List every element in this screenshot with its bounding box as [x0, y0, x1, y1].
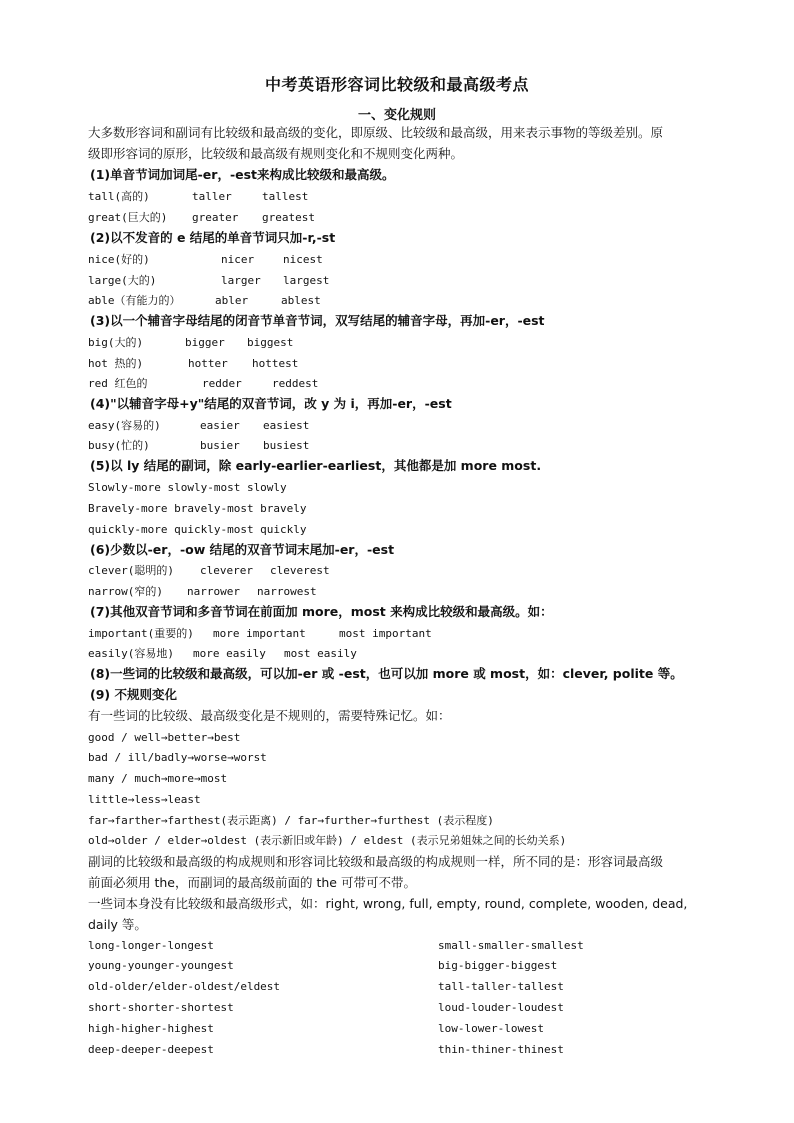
rule-3-heading: (3)以一个辅音字母结尾的闭音节单音节词，双写结尾的辅音字母，再加-er，-est — [90, 313, 545, 328]
word-table-right-cell: loud-louder-loudest — [438, 1001, 564, 1014]
word-table-left-cell: deep-deeper-deepest — [88, 1043, 214, 1056]
word-table-right-cell: small-smaller-smallest — [438, 939, 584, 952]
rule-4-example: busy(忙的) busier busiest — [88, 439, 310, 452]
rule-1-example: great(巨大的) greater greatest — [88, 211, 315, 224]
rule-2-example: able（有能力的） abler ablest — [88, 294, 321, 307]
section-heading: 一、变化规则 — [357, 108, 436, 123]
intro-line-1: 大多数形容词和副词有比较级和最高级的变化，即原级、比较级和最高级，用来表示事物的等级差别。原 — [88, 125, 664, 140]
rule-1-heading: (1)单音节词加词尾-er，-est来构成比较级和最高级。 — [90, 167, 395, 182]
rule-9-note: 有一些词的比较级、最高级变化是不规则的，需要特殊记忆。如： — [88, 708, 451, 723]
rule-5-heading: (5)以 ly 结尾的副词，除 early-earlier-earliest，其他都是加 more most. — [90, 458, 542, 473]
rule-5-example: quickly-more quickly-most quickly — [88, 523, 307, 536]
rule-6-example: clever(聪明的) cleverer cleverest — [88, 564, 330, 577]
irregular-example: far→farther→farthest(表示距离) / far→further→furthest (表示程度) — [88, 814, 494, 827]
rule-9-heading: (9) 不规则变化 — [90, 687, 177, 702]
rule-5-example: Slowly-more slowly-most slowly — [88, 481, 287, 494]
rule-4-example: easy(容易的) easier easiest — [88, 419, 310, 432]
rule-2-example: nice(好的) nicer nicest — [88, 253, 323, 266]
rule-7-heading: (7)其他双音节词和多音节词在前面加 more，most 来构成比较级和最高级。如： — [90, 604, 553, 619]
rule-6-heading: (6)少数以-er，-ow 结尾的双音节词末尾加-er，-est — [90, 542, 395, 557]
rule-5-example: Bravely-more bravely-most bravely — [88, 502, 307, 515]
no-degree-note-line-1: 一些词本身没有比较级和最高级形式，如：right, wrong, full, empty, round, complete, wooden, dead, — [88, 896, 688, 911]
word-table-right-cell: big-bigger-biggest — [438, 959, 558, 972]
rule-7-example: important(重要的) more important most important — [88, 627, 432, 640]
adverb-note-line-2: 前面必须用 the，而副词的最高级前面的 the 可带可不带。 — [88, 875, 416, 890]
word-table-left-cell: short-shorter-shortest — [88, 1001, 234, 1014]
rule-6-example: narrow(窄的) narrower narrowest — [88, 585, 317, 598]
word-table-right-cell: thin-thiner-thinest — [438, 1043, 564, 1056]
no-degree-note-line-2: daily 等。 — [88, 917, 147, 932]
irregular-example: many / much→more→most — [88, 772, 228, 785]
word-table-right-cell: low-lower-lowest — [438, 1022, 544, 1035]
rule-3-example: hot 热的) hotter hottest — [88, 357, 299, 370]
rule-1-example: tall(高的) taller tallest — [88, 190, 309, 203]
irregular-example: little→less→least — [88, 793, 201, 806]
rule-4-heading: (4)"以辅音字母+y"结尾的双音节词，改 y 为 i，再加-er，-est — [90, 396, 452, 411]
rule-2-example: large(大的) larger largest — [88, 274, 330, 287]
intro-line-2: 级即形容词的原形，比较级和最高级有规则变化和不规则变化两种。 — [88, 146, 464, 161]
rule-7-example: easily(容易地) more easily most easily — [88, 647, 357, 660]
word-table-left-cell: high-higher-highest — [88, 1022, 214, 1035]
irregular-example: good / well→better→best — [88, 731, 241, 744]
adverb-note-line-1: 副词的比较级和最高级的构成规则和形容词比较级和最高级的构成规则一样，所不同的是：形容词最高级 — [88, 854, 664, 869]
word-table-left-cell: young-younger-youngest — [88, 959, 234, 972]
document-title: 中考英语形容词比较级和最高级考点 — [264, 75, 529, 94]
word-table-left-cell: long-longer-longest — [88, 939, 214, 952]
word-table-left-cell: old-older/elder-oldest/eldest — [88, 980, 281, 993]
rule-8-heading: (8)一些词的比较级和最高级，可以加-er 或 -est，也可以加 more 或 most，如：clever, polite 等。 — [90, 666, 683, 681]
rule-2-heading: (2)以不发音的 e 结尾的单音节词只加-r,-st — [90, 230, 336, 245]
rule-3-example: red 红色的 redder reddest — [88, 377, 319, 390]
irregular-example: bad / ill/badly→worse→worst — [88, 751, 267, 764]
word-table-right-cell: tall-taller-tallest — [438, 980, 564, 993]
rule-3-example: big(大的) bigger biggest — [88, 336, 294, 349]
irregular-example: old→older / elder→oldest (表示新旧或年龄) / eldest (表示兄弟姐妹之间的长幼关系) — [88, 834, 567, 847]
